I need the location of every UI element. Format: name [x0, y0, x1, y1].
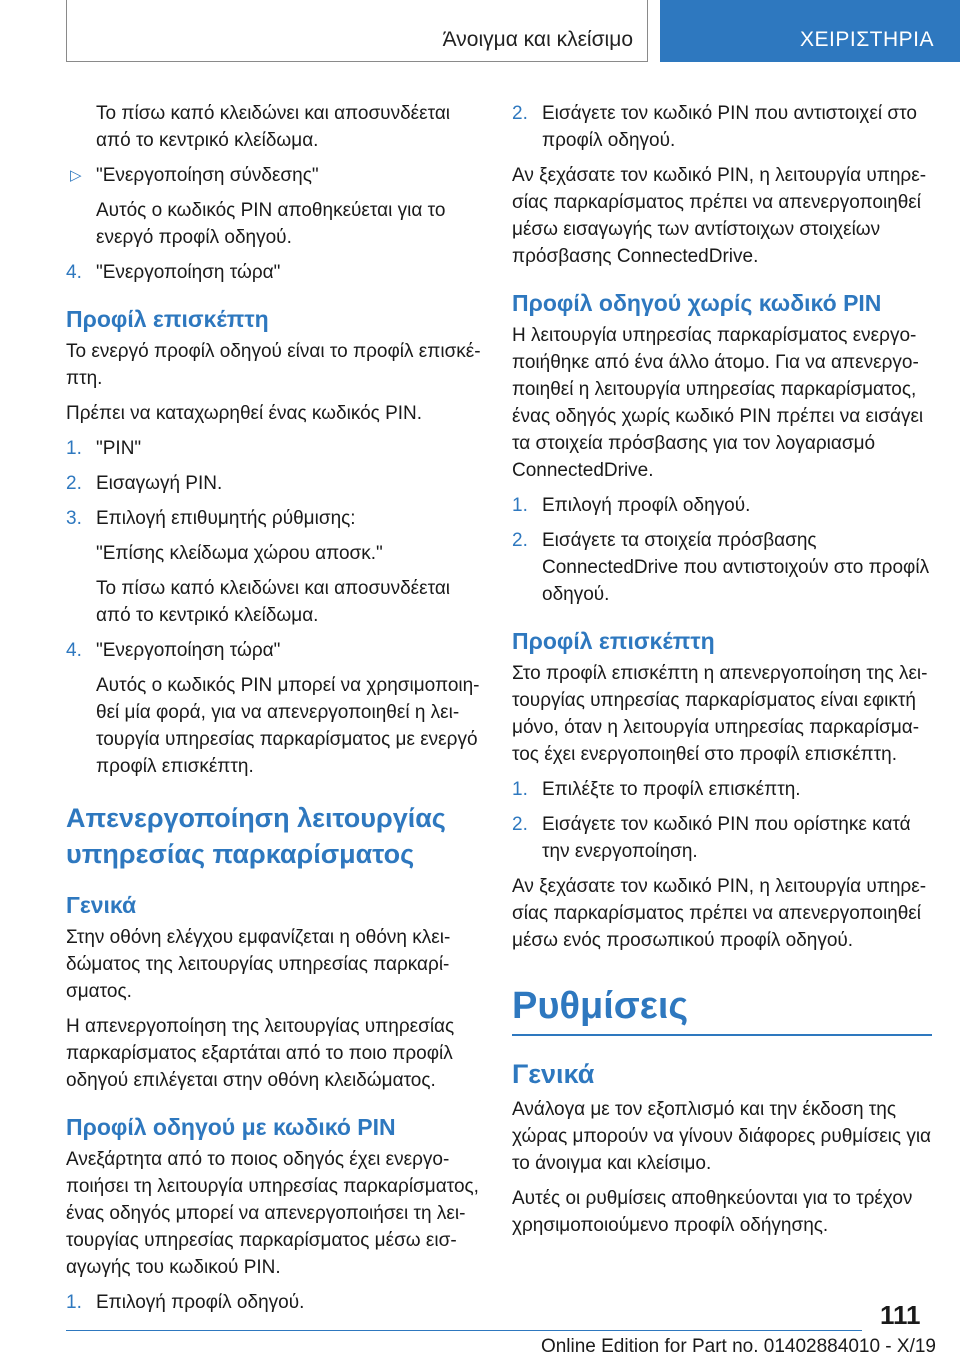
paragraph: Στο προφίλ επισκέπτη η απενεργοποίηση της λει-τουργίας υπηρεσίας παρκαρίσματος είναι εφικτή μόνο, όταν η λειτουργία υπηρεσίας παρκαρίσμα-τος έχει ενεργοποιηθεί στο προφίλ επισκέπτη.: [512, 663, 928, 765]
paragraph: Ανεξάρτητα από το ποιος οδηγός έχει ενεργο-ποιήσει τη λειτουργία υπηρεσίας παρκαρίσματος, ένας οδηγός μπορεί να απενεργοποιήσει τη λει-τουργίας υπηρεσίας παρκαρίσματος μέσω εισ-αγωγής του κωδικού PIN.: [66, 1149, 479, 1278]
step-number: 1.: [66, 438, 82, 459]
step-item: [66, 435, 486, 462]
step-text: Εισαγωγή PIN.: [96, 473, 223, 494]
step-text: Επιλέξτε το προφίλ επισκέπτη.: [542, 779, 801, 800]
step-item: [66, 1289, 486, 1316]
bullet-text: "Ενεργοποίηση σύνδεσης": [96, 165, 319, 186]
continuation-text: Το πίσω καπό κλειδώνει και αποσυνδέεται από το κεντρικό κλείδωμα.: [96, 103, 451, 151]
step-item: [66, 505, 486, 532]
header-chapter-tab: [660, 0, 960, 62]
paragraph: Αυτές οι ρυθμίσεις αποθηκεύονται για το τρέχον χρησιμοποιούμενο προφίλ οδήγησης.: [512, 1188, 913, 1236]
step-text: Εισάγετε τον κωδικό PIN που αντιστοιχεί στο προφίλ οδηγού.: [542, 103, 917, 151]
step-number: 1.: [66, 1292, 82, 1313]
paragraph: Αν ξεχάσατε τον κωδικό PIN, η λειτουργία υπηρε-σίας παρκαρίσματος πρέπει να απενεργοποιηθεί μέσω εισαγωγής των αντίστοιχων στοιχείων πρόσβασης ConnectedDrive.: [512, 165, 927, 267]
step-item: [512, 527, 932, 608]
continuation-text: "Επίσης κλείδωμα χώρου αποσκ.": [96, 543, 383, 564]
step-number: 4.: [66, 640, 82, 661]
paragraph: Αν ξεχάσατε τον κωδικό PIN, η λειτουργία υπηρε-σίας παρκαρίσματος πρέπει να απενεργοποιηθεί μέσω ενός προσωπικού προφίλ οδηγού.: [512, 876, 927, 951]
step-number: 3.: [66, 508, 82, 529]
section-heading-general: Γενικά: [512, 1059, 595, 1089]
footer-edition: Online Edition for Part no. 01402884010 - X/19: [540, 1336, 936, 1357]
subsection-heading-guest-profile: Προφίλ επισκέπτη: [512, 628, 715, 654]
step-text: Εισάγετε τον κωδικό PIN που ορίστηκε κατά την ενεργοποίηση.: [542, 814, 911, 862]
page-number: 111: [880, 1300, 921, 1330]
header-section-title: Άνοιγμα και κλείσιμο: [442, 28, 633, 51]
step-number: 2.: [512, 530, 528, 551]
step-text: "PIN": [96, 438, 142, 459]
continuation-text: Αυτός ο κωδικός PIN αποθηκεύεται για το ενεργό προφίλ οδηγού.: [96, 200, 446, 248]
right-column: [512, 100, 932, 1247]
step-item: [66, 637, 486, 664]
subsection-heading-driver-no-pin: Προφίλ οδηγού χωρίς κωδικό PIN: [512, 290, 882, 316]
step-text: "Ενεργοποίηση τώρα": [96, 640, 281, 661]
step-text: Επιλογή επιθυμητής ρύθμισης:: [96, 508, 356, 529]
step-number: 4.: [66, 262, 82, 283]
continuation-text: Αυτός ο κωδικός PIN μπορεί να χρησιμοποιη-θεί μία φορά, για να απενεργοποιηθεί η λει-τουργία υπηρεσίας παρκαρίσματος με ενεργό προφίλ επισκέπτη.: [96, 675, 480, 777]
step-item: [512, 811, 932, 865]
header-section-box: [66, 0, 648, 62]
step-text: Εισάγετε τα στοιχεία πρόσβασης ConnectedDrive που αντιστοιχούν στο προφίλ οδηγού.: [542, 530, 930, 605]
step-number: 1.: [512, 779, 528, 800]
section-heading-deactivation: Απενεργοποίηση λειτουργίας υπηρεσίας παρκαρίσματος: [66, 803, 446, 869]
paragraph: Ανάλογα με τον εξοπλισμό και την έκδοση της χώρας μπορούν να γίνουν διάφορες ρυθμίσεις για το άνοιγμα και κλείσιμο.: [512, 1099, 932, 1174]
paragraph: Πρέπει να καταχωρηθεί ένας κωδικός PIN.: [66, 403, 423, 424]
section-heading-guest-profile: Προφίλ επισκέπτη: [66, 306, 269, 332]
bullet-item: [66, 162, 486, 189]
step-item: [66, 259, 486, 286]
paragraph: Το ενεργό προφίλ οδηγού είναι το προφίλ επισκέ-πτη.: [66, 341, 481, 389]
header-chapter-title: ΧΕΙΡΙΣΤΗΡΙΑ: [800, 28, 935, 51]
continuation-text: Το πίσω καπό κλειδώνει και αποσυνδέεται από το κεντρικό κλείδωμα.: [96, 578, 451, 626]
triangle-bullet-icon: ▷: [70, 167, 82, 184]
step-number: 2.: [512, 103, 528, 124]
step-text: Επιλογή προφίλ οδηγού.: [542, 495, 751, 516]
step-item: [66, 470, 486, 497]
step-item: [512, 100, 932, 154]
step-item: [512, 776, 932, 803]
step-number: 2.: [512, 814, 528, 835]
step-number: 2.: [66, 473, 82, 494]
subsection-heading-driver-pin: Προφίλ οδηγού με κωδικό PIN: [66, 1114, 396, 1140]
paragraph: Η λειτουργία υπηρεσίας παρκαρίσματος ενεργο-ποιήθηκε από ένα άλλο άτομο. Για να απενεργο-ποιηθεί η λειτουργία υπηρεσίας παρκαρίσματος, ένας οδηγός χωρίς κωδικό PIN πρέπει να εισάγει τα στοιχεία πρόσβασης για τον λογαριασμό ConnectedDrive.: [512, 325, 924, 481]
step-text: "Ενεργοποίηση τώρα": [96, 262, 281, 283]
step-number: 1.: [512, 495, 528, 516]
footer-divider: [66, 1330, 862, 1331]
paragraph: Η απενεργοποίηση της λειτουργίας υπηρεσίας παρκαρίσματος εξαρτάται από το ποιο προφίλ οδηγού επιλέγεται στην οθόνη κλειδώματος.: [66, 1016, 455, 1091]
subsection-heading-general: Γενικά: [66, 892, 137, 918]
chapter-heading-settings: Ρυθμίσεις: [512, 980, 932, 1036]
step-text: Επιλογή προφίλ οδηγού.: [96, 1292, 305, 1313]
step-item: [512, 492, 932, 519]
paragraph: Στην οθόνη ελέγχου εμφανίζεται η οθόνη κλει-δώματος της λειτουργίας υπηρεσίας παρκαρί-σματος.: [66, 927, 451, 1002]
left-column: [66, 100, 486, 1324]
